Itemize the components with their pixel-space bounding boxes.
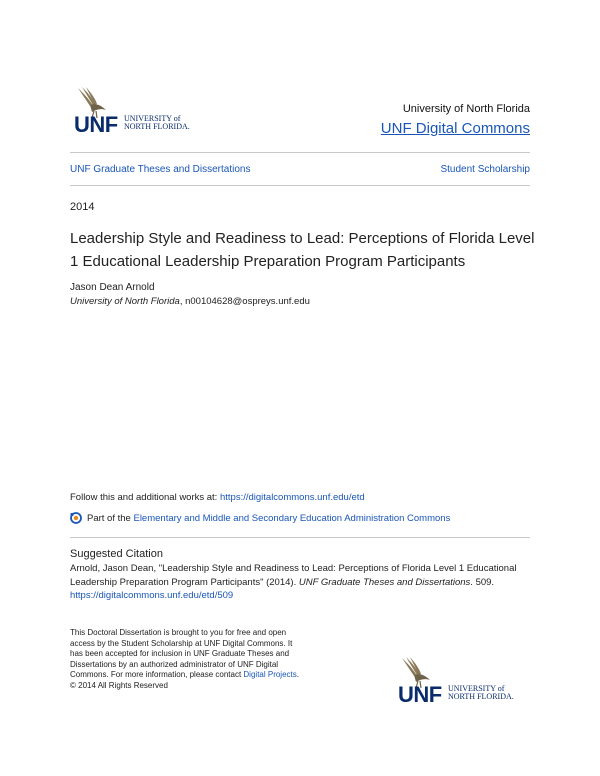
logo-university-text bbox=[448, 685, 514, 702]
copyright-text: © 2014 All Rights Reserved bbox=[70, 680, 168, 690]
logo-university-text bbox=[124, 115, 190, 132]
student-scholarship-link[interactable]: Student Scholarship bbox=[440, 164, 530, 175]
citation-heading: Suggested Citation bbox=[70, 548, 163, 560]
commons-link[interactable]: Elementary and Middle and Secondary Education Administration Commons bbox=[133, 512, 451, 524]
logo-line1: UNIVERSITY of bbox=[124, 114, 181, 123]
repository-link[interactable]: UNF Digital Commons bbox=[380, 120, 530, 137]
document-title: Leadership Style and Readiness to Lead: Perceptions of Florida Level 1 Educational Leadership Preparation Program Participants bbox=[70, 230, 535, 270]
author-affiliation bbox=[70, 296, 310, 307]
logo-line2: NORTH FLORIDA. bbox=[124, 122, 190, 132]
divider-top bbox=[70, 152, 530, 153]
publication-year: 2014 bbox=[70, 201, 95, 213]
part-of-prefix: Part of the bbox=[87, 512, 131, 524]
affiliation-name: University of North Florida bbox=[70, 296, 180, 307]
citation-url-link[interactable]: https://digitalcommons.unf.edu/etd/509 bbox=[70, 590, 234, 601]
unf-logo-top bbox=[74, 86, 214, 138]
logo-line2: NORTH FLORIDA. bbox=[448, 692, 514, 702]
network-icon bbox=[70, 512, 82, 524]
divider-citation bbox=[70, 537, 530, 538]
follow-prefix: Follow this and additional works at: bbox=[70, 492, 220, 503]
citation-series: UNF Graduate Theses and Dissertations bbox=[298, 576, 471, 588]
citation-text: Arnold, Jason Dean, "Leadership Style and Readiness to Lead: Perceptions of Florida Level 1 Educational Leadership Preparation Program Participants" (2014). bbox=[70, 563, 517, 588]
unf-logo-bottom bbox=[398, 656, 533, 708]
logo-line1: UNIVERSITY of bbox=[448, 684, 505, 693]
institution-name: University of North Florida bbox=[402, 103, 530, 115]
collection-link[interactable]: UNF Graduate Theses and Dissertations bbox=[70, 164, 251, 175]
part-of-line bbox=[70, 512, 450, 524]
follow-url-link[interactable]: https://digitalcommons.unf.edu/etd bbox=[219, 492, 365, 503]
author-email: , n00104628@ospreys.unf.edu bbox=[179, 296, 310, 307]
contact-link[interactable]: Digital Projects bbox=[243, 670, 297, 680]
author-name: Jason Dean Arnold bbox=[70, 282, 155, 293]
citation-body bbox=[70, 562, 532, 603]
logo-unf-text: UNF bbox=[74, 112, 118, 137]
footer-notice bbox=[70, 628, 300, 692]
citation-number: . 509. bbox=[470, 576, 495, 588]
footer-text: This Doctoral Dissertation is brought to you for free and open access by the Student Scholarship at UNF Digital Commons. It has been accepted for inclusion in UNF Graduate Theses and Dissertations by an authorized administrator of UNF Digital Commons. For more information, please contact bbox=[70, 628, 293, 680]
footer-period: . bbox=[296, 670, 299, 680]
divider-nav bbox=[70, 185, 530, 186]
follow-line bbox=[70, 492, 365, 503]
logo-unf-text: UNF bbox=[398, 682, 442, 707]
